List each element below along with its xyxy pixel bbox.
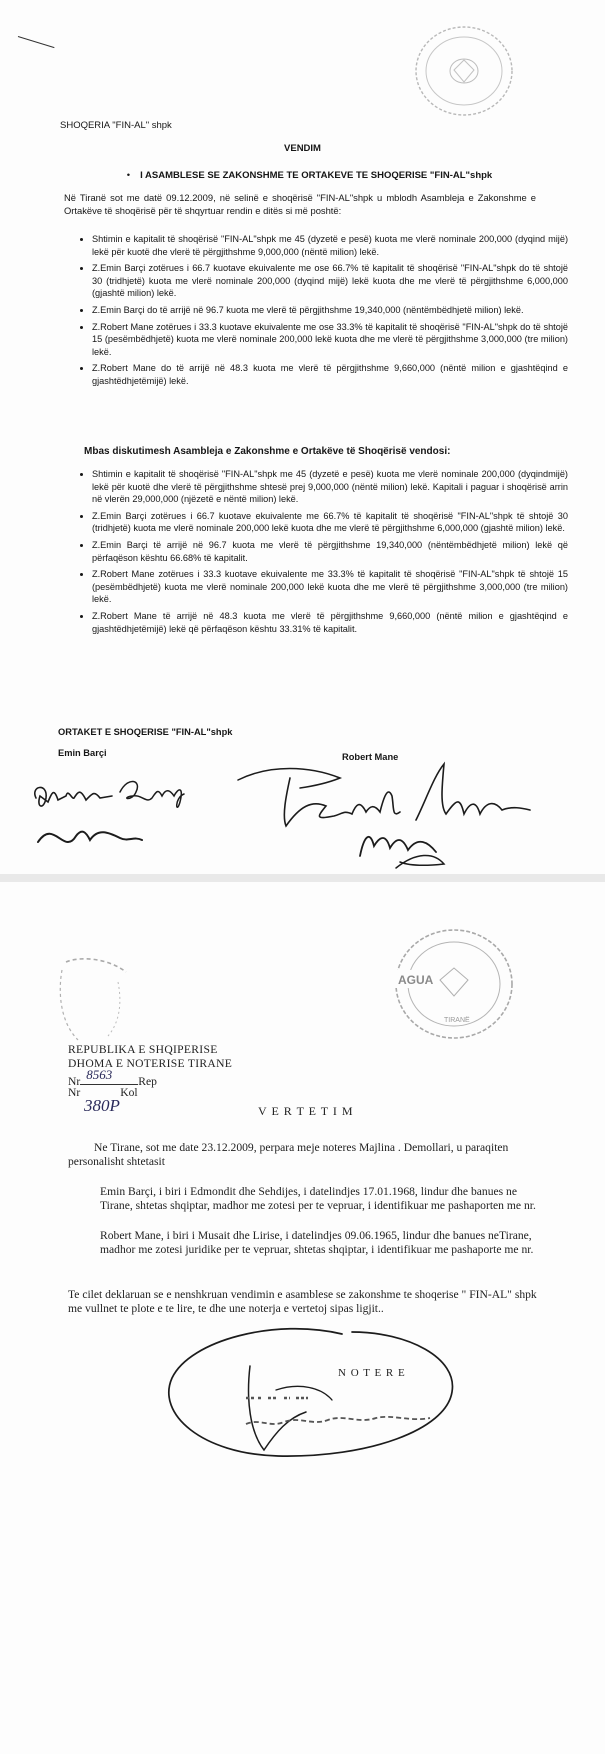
agenda-item: • Z.Emin Barçi do të arrijë në 96.7 kuota me vlerë të përgjithshme 19,340,000 (nëntëmbëdhjetë milion) lekë. [92,304,568,317]
kol-number-line: Nr Kol [68,1086,138,1099]
notary-name-stamp [240,1390,460,1440]
decision-item: • Z.Robert Mane të arrijë në 48.3 kuota me vlerë të përgjithshme 9,660,000 (nëntë milion e gjashtëqind e gjashtëdhjetëmijë) lekë që përfaqëson kështu 33.31% të kapitalit. [92,610,568,635]
decision-list [64,468,568,639]
document-title: VENDIM [284,143,321,154]
company-seal-stamp [410,20,518,122]
notary-title: N O T E R E [338,1367,406,1379]
notary-seal-stamp-left [48,952,138,1048]
signer-name-2: Robert Mane [342,752,399,762]
agenda-item: • Z.Robert Mane zotërues i 33.3 kuotave ekuivalente me ose 33.3% të kapitalit të shoqërisë "FIN-AL"shpk do të shtojë 15 (pesëmbëdhjetë) kuota me vlerë nominale 200,000 lekë kuota dhe me vlerë të përgjithshme 3,000,000 (tre milion) lekë. [92,321,568,359]
signer-name-1: Emin Barçi [58,748,107,758]
agenda-list [64,233,568,392]
decision-heading: Mbas diskutimesh Asambleja e Zakonshme e Ortakëve të Shoqërisë vendosi: [84,446,451,457]
notary-seal-stamp-right [388,922,520,1046]
agenda-item: • Z.Robert Mane do të arrijë në 48.3 kuota me vlerë të përgjithshme 9,660,000 (nëntë milion e gjashtëqind e gjashtëdhjetëmijë) lekë. [92,362,568,387]
intro-paragraph: Në Tiranë sot me datë 09.12.2009, në selinë e shoqërisë "FIN-AL"shpk u mblodh Asambleja e Zakonshme e Ortakëve të shoqërisë për të shqyrtuar rendin e ditës si më poshtë: [64,192,536,216]
signature-robert-mane [230,756,550,874]
document-page-decision [0,0,605,874]
certification-statement: Te cilet deklaruan se e nenshkruan vendimin e asamblese se zakonshme te shoqerise " FIN-AL" shpk me vullnet te plote e te lire, te dhe une noterja e vertetoj sipas ligjit.. [68,1288,537,1315]
decision-item: • Shtimin e kapitalit të shoqërisë "FIN-AL"shpk me 45 (dyzetë e pesë) kuota me vlerë nominale 200,000 (dyqindmijë) lekë për kuotë dhe vlerë të përgjithshme shtesë prej 9,000,000 (nëntë milion) lekë. Kapitali i paguar i shoqërisë arrin në vlerën 29,000,000 (njëzetë e nëntë milion) lekë. [92,468,568,506]
svg-text:TIRANË: TIRANË [444,1017,470,1024]
agenda-item: • Shtimin e kapitalit të shoqërisë "FIN-AL"shpk me 45 (dyzetë e pesë) kuota me vlerë nominale 200,000 (dyqind mijë) lekë për kuotë dhe vlerë të përgjithshme 9,000,000 (nëntë milion) lekë. [92,233,568,258]
certification-title: V E R T E T I M [258,1104,354,1118]
document-subtitle: • I ASAMBLESE SE ZAKONSHME TE ORTAKEVE TE SHOQERISE "FIN-AL"shpk [126,170,493,181]
notary-header-republic: REPUBLIKA E SHQIPERISE [68,1043,218,1056]
kol-number-handwritten: 380P [84,1096,120,1115]
signature-emin-barci [24,758,224,868]
person-robert-mane: Robert Mane, i biri i Musait dhe Lirise, i datelindjes 09.06.1965, lindur dhe banues neTirane, madhor me zotesi juridike per te vepruar, shtetas shqiptar, i identifikuar me pashaporte me nr. [100,1229,534,1256]
rep-number-line: Nr 8563 Rep [68,1067,157,1088]
notary-header-chamber: DHOMA E NOTERISE TIRANE [68,1057,233,1070]
decision-item: • Z.Emin Barçi të arrijë në 96.7 kuota me vlerë të përgjithshme 19,340,000 (nëntëmbëdhjetë milion) lekë që përfaqëson kështu 66.68% të kapitalit. [92,539,568,564]
shareholders-title: ORTAKET E SHOQERISE "FIN-AL"shpk [58,727,233,737]
certification-intro: Ne Tirane, sot me date 23.12.2009, perpara meje noteres Majlina . Demollari, u paraqiten personalisht shtetasit [68,1141,509,1168]
svg-text:AGUA: AGUA [398,973,434,987]
decision-item: • Z.Emin Barçi zotërues i 66.7 kuotave ekuivalente me 66.7% të kapitalit të shoqërisë "FIN-AL"shpk të shtojë 30 (tridhjetë) kuota me vlerë nominale 200,000 lekë kuota dhe me vlerë të përgjithshme 6,000,000 (gjashtë milion) lekë. [92,510,568,535]
document-page-certification [0,882,605,1754]
pen-mark [18,36,55,48]
rep-number-handwritten: 8563 [86,1067,113,1082]
agenda-item: • Z.Emin Barçi zotërues i 66.7 kuotave ekuivalente me ose 66.7% të kapitalit të shoqërisë "FIN-AL"shpk do të shtojë 30 (tridhjetë) kuota me vlerë nominale 200,000 (dyqind mijë) lekë kuota dhe me vlerë të përgjithshme 6,000,000 (gjashtë milion) lekë. [92,262,568,300]
person-emin-barci: Emin Barçi, i biri i Edmondit dhe Sehdijes, i datelindjes 17.01.1968, lindur dhe banues ne Tirane, shtetas shqiptar, madhor me zotesi per te vepruar, i identifikuar me pashaporten me nr. [100,1185,536,1212]
decision-item: • Z.Robert Mane zotërues i 33.3 kuotave ekuivalente me 33.3% të kapitalit të shoqërisë "FIN-AL"shpk të shtojë 15 (pesëmbëdhjetë) kuota me vlerë nominale 200,000 lekë kuota dhe me vlerë të përgjithshme 3,000,000 (tre milion) lekë. [92,568,568,606]
company-header: SHOQERIA "FIN-AL" shpk [60,120,172,131]
